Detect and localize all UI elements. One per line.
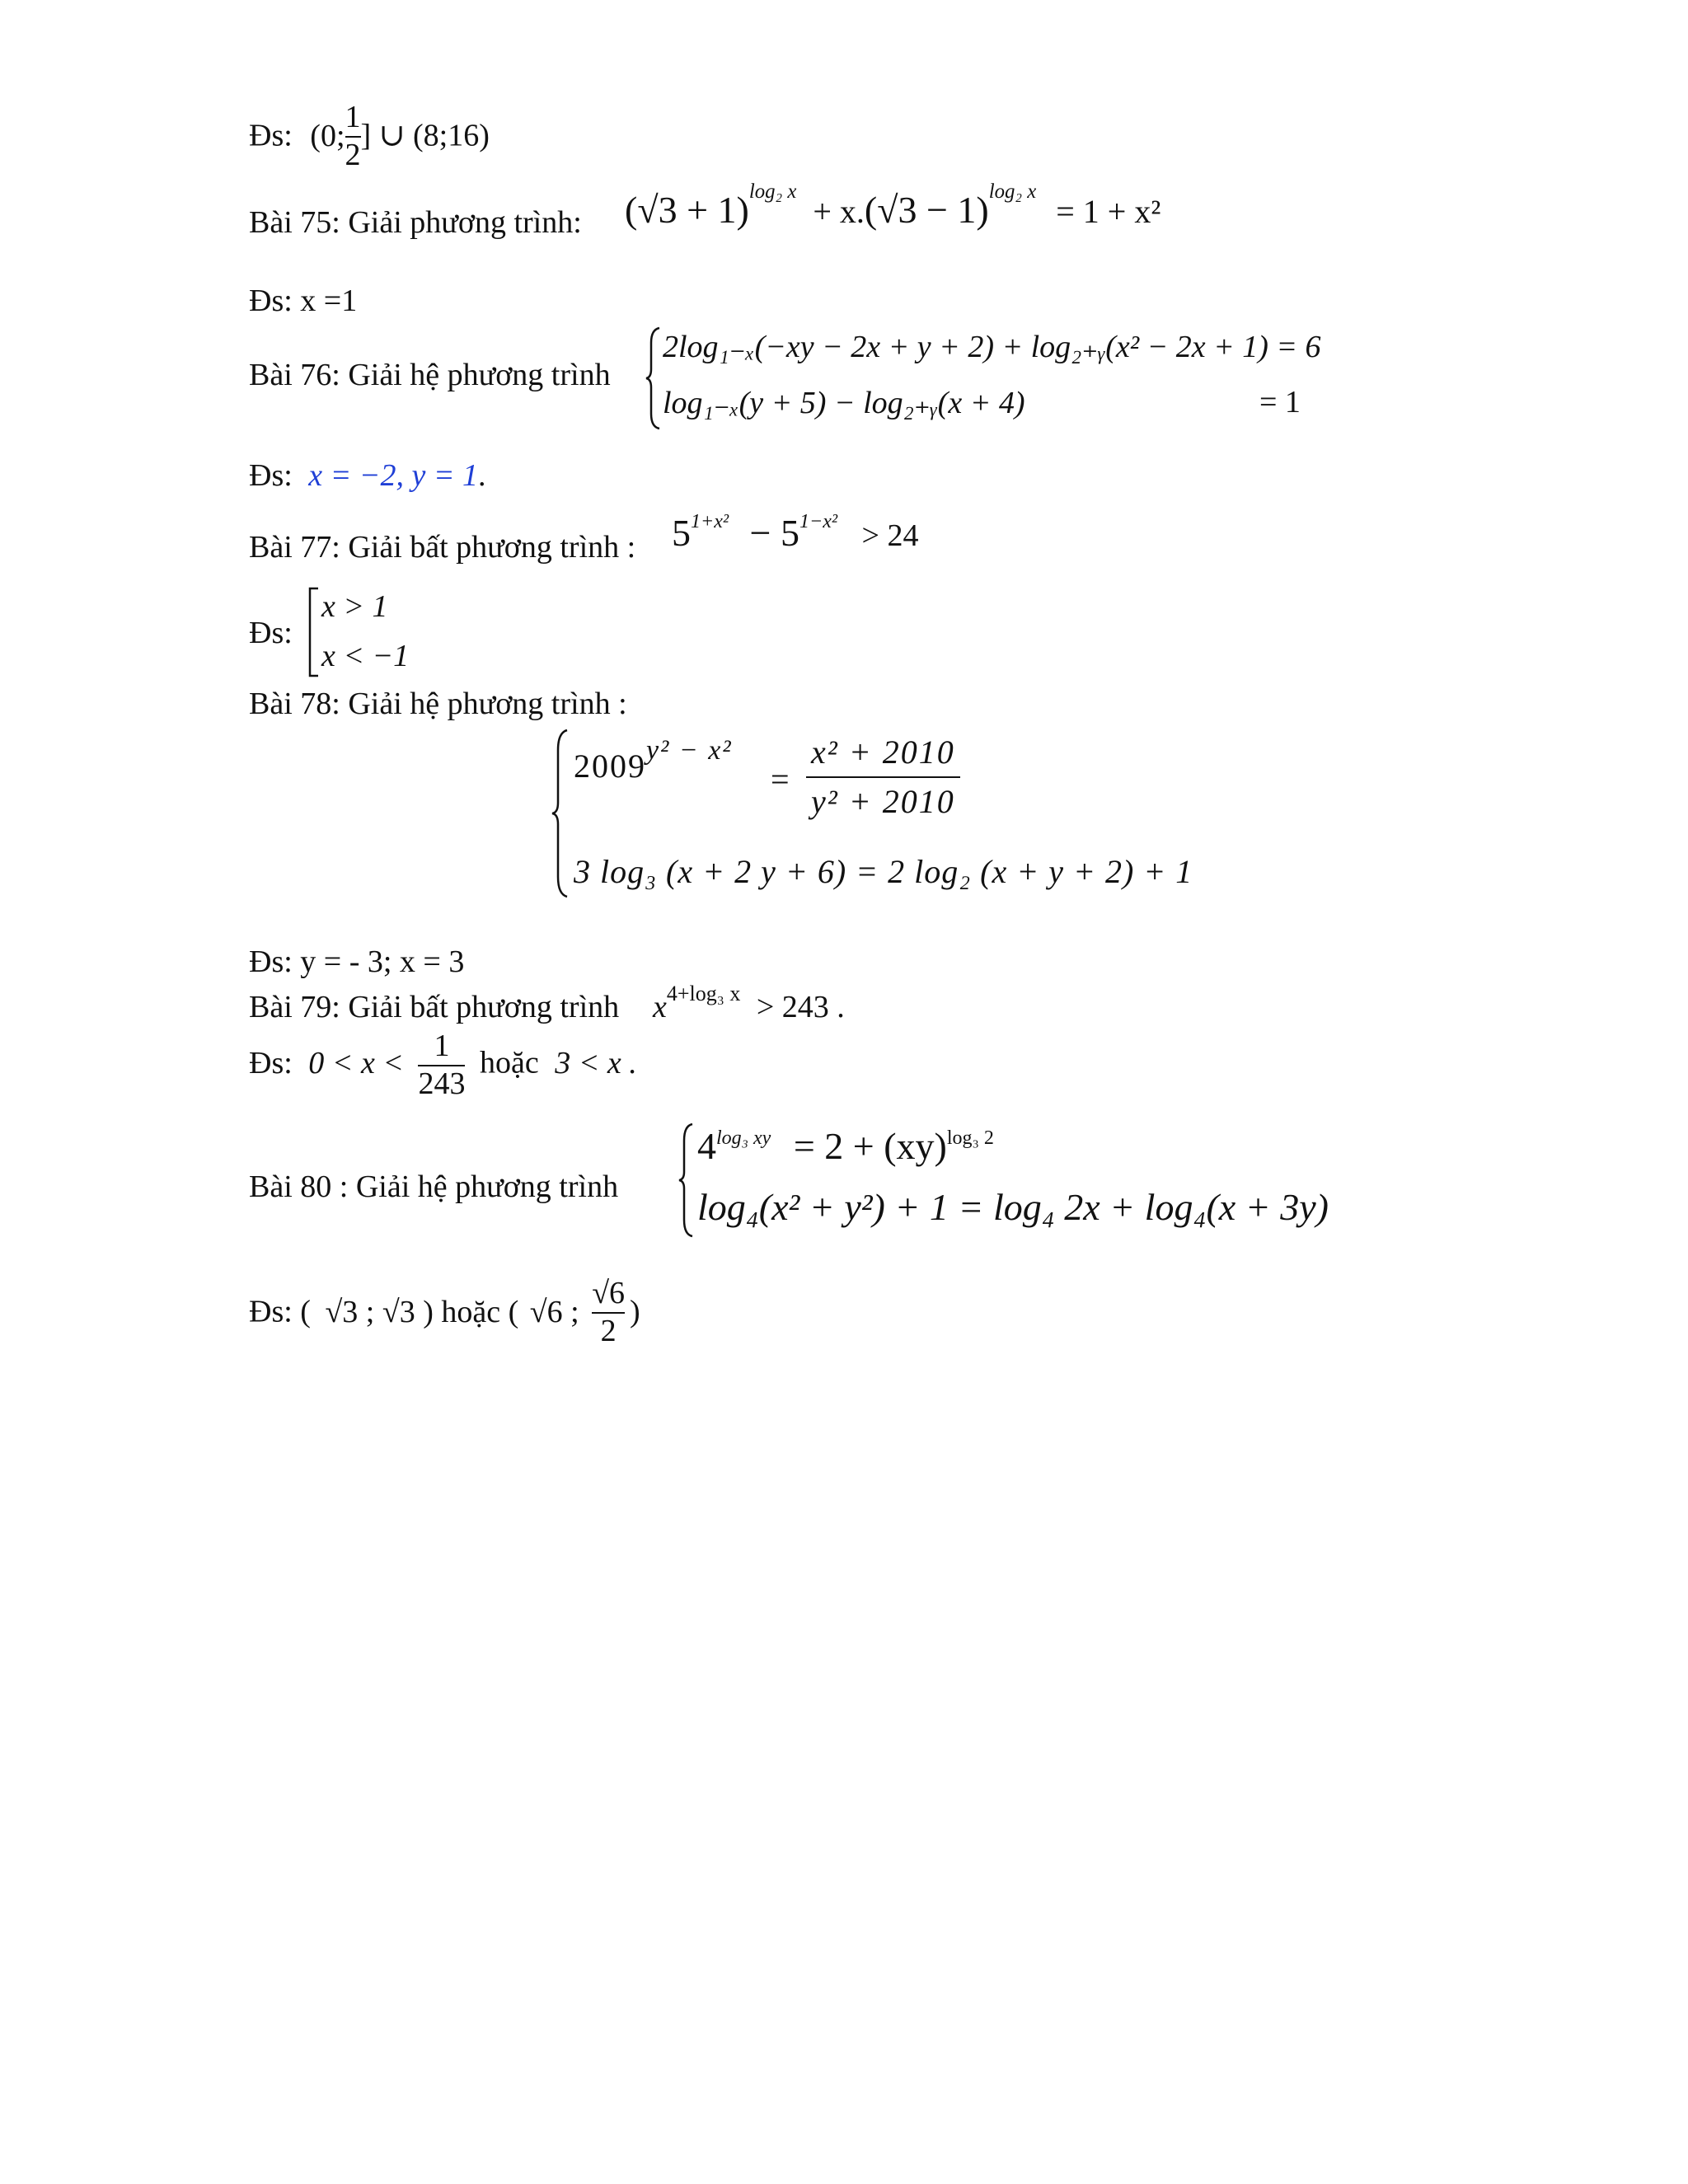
answer-mid: hoặc <box>479 1045 539 1080</box>
fraction-denominator: y² + 2010 <box>811 783 955 820</box>
bai-79-label: Bài 79: Giải bất phương trình <box>249 990 620 1024</box>
answer-end: ) <box>630 1294 640 1329</box>
term1-exponent: log₂ x <box>748 180 797 203</box>
term2-exponent: log₂ x <box>988 180 1037 203</box>
bai-77-cond2: x < −1 <box>321 639 410 673</box>
eq1-base: 4 <box>697 1125 716 1167</box>
bai-77-cond1: x > 1 <box>321 589 388 624</box>
rhs: > 243 . <box>756 990 845 1024</box>
answer-part2: ] ∪ (8;16) <box>360 118 490 153</box>
fraction <box>418 1030 465 1101</box>
answer-a: √3 ; √3 ) hoặc ( <box>325 1294 519 1329</box>
bai-77-label: Bài 77: Giải bất phương trình : <box>249 530 636 565</box>
bai-77-inequality <box>672 511 918 555</box>
fraction-numerator: x² + 2010 <box>811 733 955 771</box>
system-brace-76 <box>645 326 663 430</box>
minus-base2: − 5 <box>749 512 799 554</box>
system-brace-78 <box>551 729 570 898</box>
answer-end: . <box>477 458 486 493</box>
bai-76-eq2-right: = 1 <box>1259 385 1301 419</box>
bai-78-eq1-equals: = <box>771 761 790 798</box>
bai-78-label: Bài 78: Giải hệ phương trình : <box>249 687 627 721</box>
bai-77-answer-label: Đs: <box>249 616 293 650</box>
term2-base: (√3 − 1) <box>864 189 989 231</box>
union-bracket <box>307 587 320 677</box>
bai-78-eq2: 3 log₃ (x + 2 y + 6) = 2 log₂ (x + y + 2) + 1 <box>574 853 1193 890</box>
bai-76-label: Bài 76: Giải hệ phương trình <box>249 358 611 392</box>
answer-label: Đs: <box>249 458 293 493</box>
bai-75-answer: Đs: x =1 <box>249 284 358 318</box>
answer-label: Đs: <box>249 118 293 153</box>
fraction-half <box>345 101 361 172</box>
exp2: 1−x² <box>799 511 838 532</box>
bai-75-equation <box>625 180 1161 232</box>
answer-value: x = −2, y = 1 <box>308 458 478 493</box>
fraction <box>592 1277 625 1348</box>
bai-78-eq1-left <box>574 735 733 785</box>
eq1-exponent: log₃ xy <box>716 1127 771 1149</box>
bai-76-answer <box>249 457 485 494</box>
system-brace-80 <box>678 1122 696 1238</box>
answer-right: 3 < x . <box>555 1045 637 1080</box>
fraction-denominator: 2 <box>345 137 361 172</box>
base: x <box>653 990 667 1024</box>
eq1-exponent2: log₃ 2 <box>946 1127 994 1149</box>
term1-base: (√3 + 1) <box>625 189 749 231</box>
fraction-denominator: 2 <box>600 1313 617 1348</box>
fraction-bar <box>806 776 960 778</box>
fraction-numerator: 1 <box>434 1029 450 1063</box>
exp1: 1+x² <box>691 511 729 532</box>
base1: 5 <box>672 512 691 554</box>
rhs: > 24 <box>861 518 919 553</box>
mid-term: + x. <box>813 193 865 230</box>
fraction-denominator: 243 <box>418 1066 466 1101</box>
answer-label: Đs: <box>249 1045 293 1080</box>
fraction-numerator: √6 <box>592 1276 626 1310</box>
bai-80-answer <box>249 1276 640 1350</box>
fraction-numerator: 1 <box>345 100 361 134</box>
answer-label: Đs: ( <box>249 1294 311 1329</box>
bai-76-eq2-left: log₁₋ₓ(y + 5) − log₂₊ᵧ(x + 4) <box>663 386 1025 420</box>
answer-74 <box>249 100 490 174</box>
exponent: 4+log₃ x <box>666 982 741 1005</box>
bai-78-answer: Đs: y = - 3; x = 3 <box>249 944 465 979</box>
fraction <box>806 735 960 819</box>
bai-75-label: Bài 75: Giải phương trình: <box>249 205 582 240</box>
bai-79-inequality <box>653 982 845 1025</box>
answer-part1: (0; <box>310 118 345 153</box>
bai-80-eq2: log₄(x² + y²) + 1 = log₄ 2x + log₄(x + 3y) <box>697 1186 1329 1228</box>
eq1-base: 2009 <box>574 748 646 785</box>
eq1-mid: = 2 + (xy) <box>793 1125 947 1167</box>
bai-76-eq1: 2log₁₋ₓ(−xy − 2x + y + 2) + log₂₊ᵧ(x² − 2x + 1) = 6 <box>663 330 1321 364</box>
bai-78-eq1-fraction <box>806 735 960 819</box>
bai-79-answer <box>249 1030 637 1101</box>
bai-80-eq1 <box>697 1124 994 1168</box>
bai-80-label: Bài 80 : Giải hệ phương trình <box>249 1169 619 1204</box>
answer-left: 0 < x < <box>308 1045 404 1080</box>
eq1-exponent: y² − x² <box>646 735 733 766</box>
answer-b: √6 ; <box>529 1294 579 1329</box>
rhs: = 1 + x² <box>1056 193 1161 230</box>
